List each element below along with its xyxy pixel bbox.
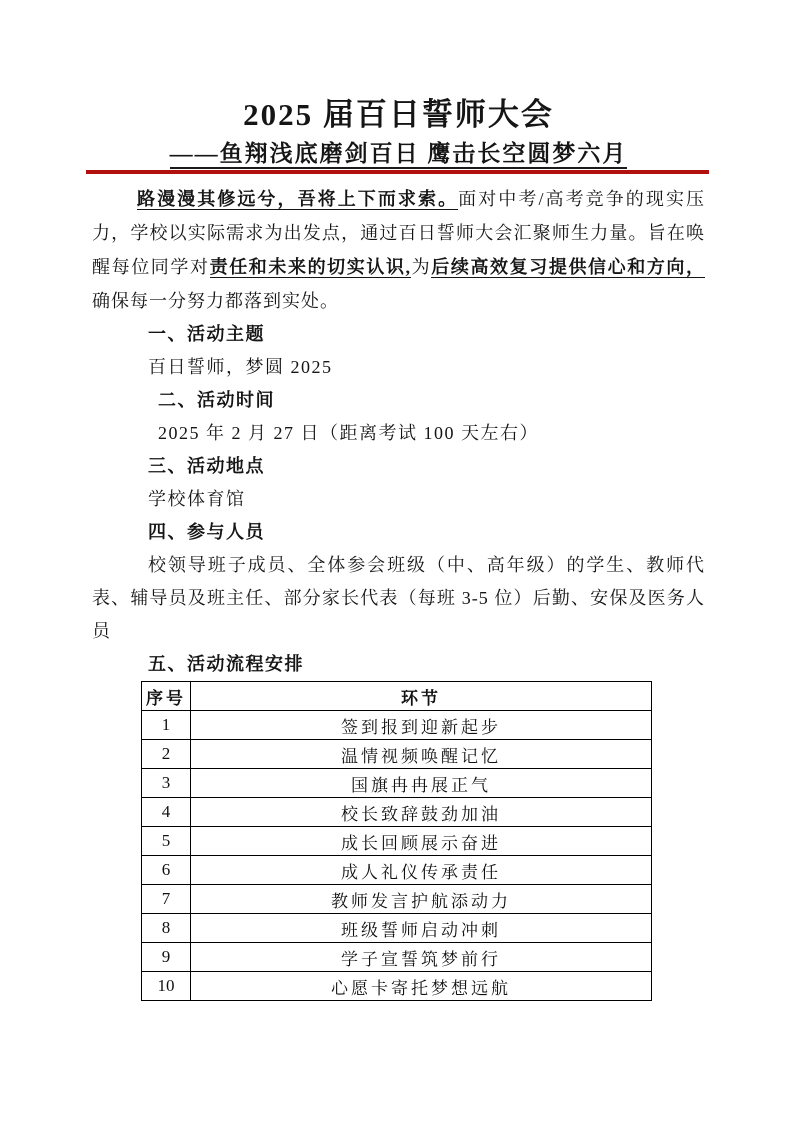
- row-number: 7: [142, 885, 191, 914]
- row-step: 班级誓师启动冲刺: [191, 914, 652, 943]
- table-row: [142, 972, 652, 1001]
- table-row: [142, 827, 652, 856]
- row-number: 4: [142, 798, 191, 827]
- intro-lead-quote: 路漫漫其修远兮，吾将上下而求索。: [137, 189, 459, 209]
- row-step: 温情视频唤醒记忆: [191, 740, 652, 769]
- section-content-theme: 百日誓师，梦圆 2025: [148, 357, 333, 377]
- table-row: [142, 943, 652, 972]
- intro-text-1: 面对中考/高考竞争的现实压力，学校以实际需求为出发点，通过百日誓师大会汇聚师生力量。旨在唤醒每位同学对: [92, 189, 706, 277]
- table-row: [142, 856, 652, 885]
- page-title: 2025 届百日誓师大会: [243, 97, 554, 132]
- table-row: [142, 798, 652, 827]
- intro-paragraph: [92, 182, 705, 318]
- row-number: 5: [142, 827, 191, 856]
- row-step: 教师发言护航添动力: [191, 885, 652, 914]
- section-heading-participants: 四、参与人员: [148, 522, 265, 542]
- subtitle-text: ——鱼翔浅底磨剑百日 鹰击长空圆梦六月: [170, 141, 628, 169]
- section-heading-time: 二、活动时间: [158, 390, 275, 410]
- document-header: [92, 96, 705, 174]
- section-heading-schedule: 五、活动流程安排: [148, 654, 304, 674]
- row-step: 国旗冉冉展正气: [191, 769, 652, 798]
- table-row: [142, 740, 652, 769]
- row-step: 成人礼仪传承责任: [191, 856, 652, 885]
- table-row: [142, 885, 652, 914]
- row-number: 6: [142, 856, 191, 885]
- row-step: 学子宣誓筑梦前行: [191, 943, 652, 972]
- section-content-participants: 校领导班子成员、全体参会班级（中、高年级）的学生、教师代表、辅导员及班主任、部分家长代表（每班 3-5 位）后勤、安保及医务人员: [92, 555, 705, 641]
- row-step: 成长回顾展示奋进: [191, 827, 652, 856]
- row-number: 3: [142, 769, 191, 798]
- table-row: [142, 711, 652, 740]
- row-number: 10: [142, 972, 191, 1001]
- table-row: [142, 769, 652, 798]
- row-step: 签到报到迎新起步: [191, 711, 652, 740]
- sections: [92, 318, 705, 681]
- section-content-location: 学校体育馆: [148, 489, 246, 509]
- section-heading-location: 三、活动地点: [148, 456, 265, 476]
- section-content-time: 2025 年 2 月 27 日（距离考试 100 天左右）: [158, 423, 539, 443]
- intro-text-3: 确保每一分努力都落到实处。: [92, 291, 339, 311]
- row-number: 8: [142, 914, 191, 943]
- intro-emphasis-1: 责任和未来的切实认识,: [209, 257, 412, 277]
- table-header-row: [142, 682, 652, 711]
- row-step: 校长致辞鼓劲加油: [191, 798, 652, 827]
- row-number: 9: [142, 943, 191, 972]
- column-header-number: 序号: [142, 682, 191, 711]
- intro-text-2: 为: [411, 257, 432, 277]
- row-number: 2: [142, 740, 191, 769]
- section-heading-theme: 一、活动主题: [148, 324, 265, 344]
- intro-emphasis-2: 后续高效复习提供信心和方向，: [431, 257, 706, 277]
- column-header-step: 环节: [191, 682, 652, 711]
- schedule-table: [141, 681, 652, 1001]
- table-row: [142, 914, 652, 943]
- red-divider-rule: [86, 170, 709, 174]
- row-step: 心愿卡寄托梦想远航: [191, 972, 652, 1001]
- row-number: 1: [142, 711, 191, 740]
- document-subtitle: [92, 140, 705, 168]
